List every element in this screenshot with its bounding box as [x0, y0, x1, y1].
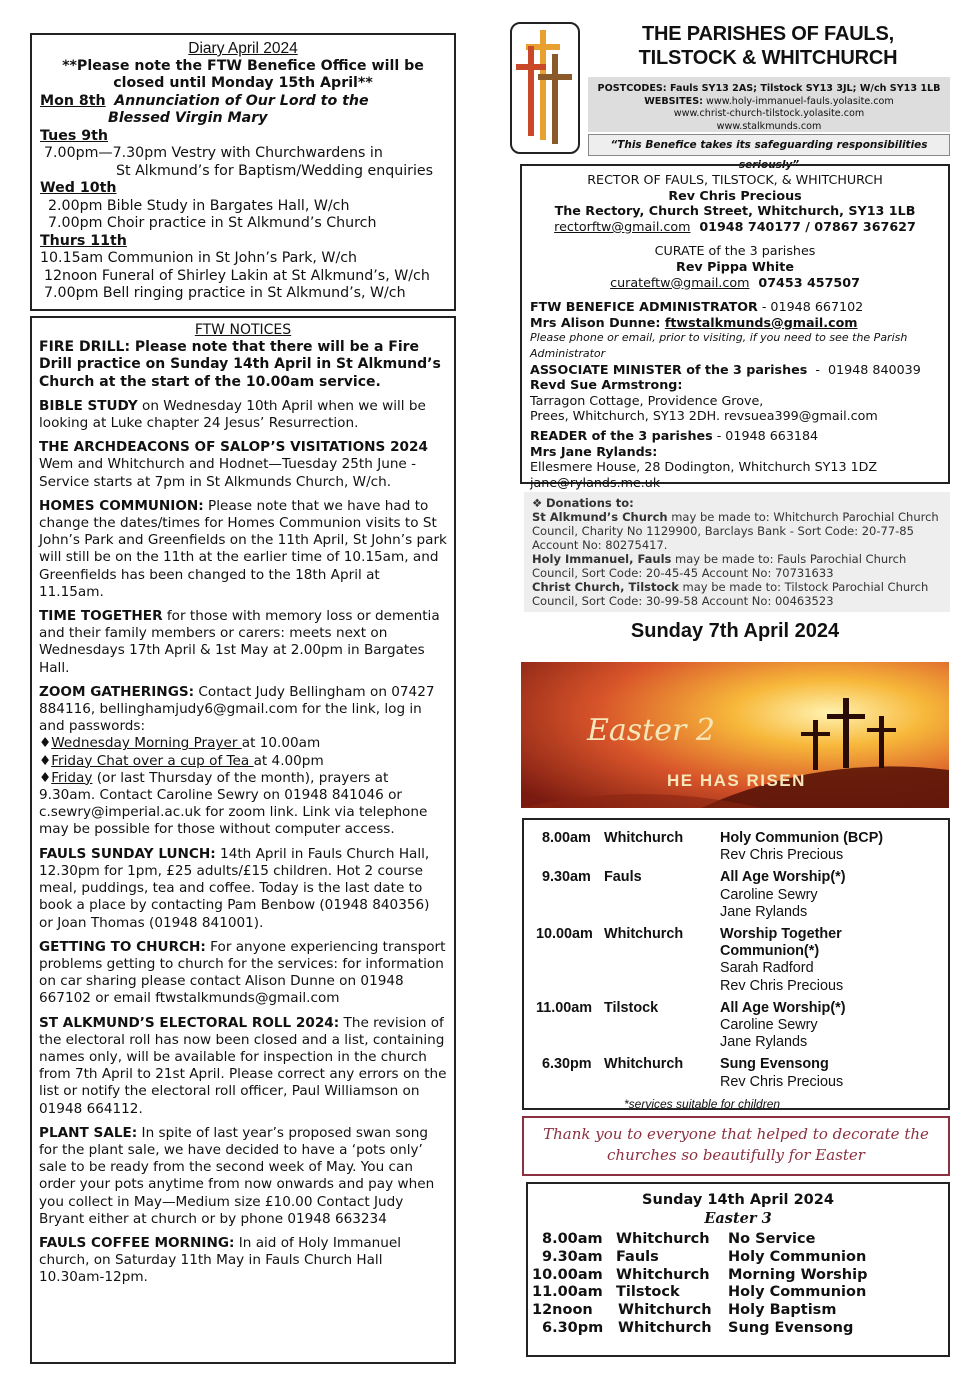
- assoc-line: [530, 362, 940, 378]
- service-time: 10.00am: [536, 926, 593, 943]
- admin-note: Please phone or email, prior to visiting, if you need to see the Parish Administrator: [530, 331, 908, 360]
- services-footnote: *services suitable for children: [624, 1096, 781, 1111]
- service-person: Rev Chris Precious: [720, 977, 844, 994]
- rector-contact: [530, 219, 940, 235]
- website-link[interactable]: www.christ-church-tilstock.yolasite.com: [673, 108, 865, 119]
- admin-email-link[interactable]: ftwstalkmunds@gmail.com: [664, 314, 858, 330]
- next-service-place: Tilstock: [616, 1284, 680, 1301]
- diary-entry: 2.00pm Bible Study in Bargates Hall, W/ch: [48, 197, 350, 214]
- zoom-bullet-text: at 4.00pm: [253, 752, 324, 769]
- fleuron-bullet-icon: ❖: [532, 496, 546, 510]
- curate-phone: 07453 457507: [749, 274, 860, 290]
- diary-entry: 10.15am Communion in St John’s Park, W/ch: [40, 250, 358, 266]
- assoc-address: Prees, Whitchurch, SY13 2DH. revsuea399@gmail.com: [530, 408, 878, 424]
- admin-name-line: [530, 315, 940, 331]
- next-service-place: Whitchurch: [618, 1302, 712, 1319]
- banner-risen-text: HE HAS RISEN: [667, 771, 806, 790]
- donation-item: [532, 552, 942, 580]
- service-person: Jane Rylands: [720, 903, 808, 920]
- diary-day-label: Tues 9th: [40, 127, 108, 144]
- service-place: Tilstock: [604, 999, 659, 1016]
- diamond-bullet-icon: ♦: [39, 752, 52, 769]
- next-service-name: Holy Baptism: [728, 1302, 837, 1319]
- crosses-logo: [510, 22, 580, 154]
- service-person: Jane Rylands: [720, 1034, 808, 1051]
- service-person: Rev Chris Precious: [720, 847, 844, 864]
- curate-title: CURATE of the 3 parishes: [654, 243, 816, 259]
- next-sunday-subtitle: Easter 3: [704, 1209, 772, 1227]
- curate-email-link[interactable]: curateftw@gmail.com: [610, 274, 750, 290]
- donation-head: Christ Church, Tilstock: [532, 580, 679, 594]
- next-sunday-title: Sunday 14th April 2024: [642, 1192, 834, 1208]
- zoom-bullet: [39, 735, 447, 752]
- next-service-row: [532, 1266, 938, 1285]
- notice-item: [39, 939, 447, 1008]
- service-person: Rev Chris Precious: [720, 1073, 844, 1090]
- service-name: All Age Worship(*): [720, 869, 846, 886]
- contacts-box: [520, 164, 950, 490]
- notice-head: THE ARCHDEACONS OF SALOP’S VISITATIONS 2024: [39, 439, 428, 456]
- notice-body: on Wednesday 10th April when we will be looking at Luke chapter 24 Jesus’ Resurrection.: [39, 397, 426, 432]
- service-person: Caroline Sewry: [720, 886, 818, 903]
- zoom-bullet-label: Friday Chat over a cup of Tea: [51, 752, 254, 769]
- reader-title: READER of the 3 parishes: [530, 427, 713, 443]
- diary-feast-2: Blessed Virgin Mary: [108, 110, 268, 126]
- notice-body: 14th April in Fauls Church Hall, 12.30pm for 1pm, £25 adults/£15 children. Hot 2 course meal, puddings, tea and coffee. Today is the last date to book a place by contacting Pam Benbow (01948 840356) or Joan Thomas (01948 841001).: [39, 845, 430, 931]
- zoom-bullet-text: (or last Thursday of the month), prayers at 9.30am. Contact Caroline Sewry on 01948 841046 or c.sewry@imperial.ac.uk for zoom link. Link via telephone may be possible for those without computer access.: [39, 769, 428, 838]
- service-person: Caroline Sewry: [720, 1017, 818, 1034]
- service-place: Whitchurch: [604, 926, 684, 943]
- zoom-bullet-text: at 10.00am: [241, 735, 321, 752]
- diary-box: [30, 33, 456, 311]
- diary-day-label: Thurs 11th: [40, 232, 127, 249]
- notice-body: For anyone experiencing transport problems getting to church for the services: for information on car sharing please contact Alison Dunne on 01948 667102 or email ftwstalkmunds@gmail.com: [39, 938, 446, 1007]
- notice-body: In aid of Holy Immanuel church, on Saturday 11th May in Fauls Church Hall 10.30am-12pm.: [39, 1234, 402, 1286]
- diary-entry: 12noon Funeral of Shirley Lakin at St Alkmund’s, W/ch: [44, 267, 430, 284]
- next-service-time: 11.00am: [532, 1284, 603, 1301]
- donation-head: Holy Immanuel, Fauls: [532, 552, 672, 566]
- reader-name: Mrs Jane Rylands:: [530, 443, 658, 459]
- diary-feast: Annunciation of Our Lord to the: [114, 92, 369, 109]
- notice-item: [39, 398, 447, 432]
- service-time: 6.30pm: [542, 1056, 592, 1073]
- zoom-bullet-label: Wednesday Morning Prayer: [51, 735, 242, 752]
- curate-name: Rev Pippa White: [676, 258, 794, 274]
- diary-day-label: Mon 8th: [40, 92, 106, 109]
- donations-title: Donations to:: [545, 496, 634, 510]
- service-time: 11.00am: [536, 999, 593, 1016]
- service-place: Whitchurch: [604, 1056, 684, 1073]
- diamond-bullet-icon: ♦: [39, 735, 52, 752]
- next-service-time: 9.30am: [542, 1249, 603, 1266]
- notice-head: HOMES COMMUNION:: [39, 497, 204, 514]
- zoom-bullet: [39, 770, 447, 839]
- services-box: [522, 818, 950, 1110]
- next-service-row: [538, 1231, 938, 1249]
- next-service-time: 6.30pm: [542, 1319, 604, 1336]
- curate-contact: [530, 275, 940, 291]
- notice-item: [39, 1015, 447, 1118]
- assoc-address: Tarragon Cottage, Providence Grove,: [530, 392, 764, 408]
- banner-easter-text: Easter 2: [587, 713, 715, 748]
- service-place: Whitchurch: [604, 830, 684, 846]
- next-service-name: No Service: [728, 1231, 816, 1248]
- websites-label: WEBSITES:: [644, 95, 703, 107]
- admin-phone: - 01948 667102: [757, 299, 864, 315]
- notice-head: ST ALKMUND’S ELECTORAL ROLL 2024:: [39, 1014, 340, 1031]
- diary-day-label: Wed 10th: [40, 180, 117, 196]
- notices-title: FTW NOTICES: [194, 322, 292, 338]
- notice-body: for those with memory loss or dementia and their family members or carers: meets next on Wednesdays 17th April & 1st May at 2.00pm in Bargates Hall.: [39, 608, 440, 676]
- website-link[interactable]: www.holy-immanuel-fauls.yolasite.com: [706, 95, 894, 107]
- notice-head: FAULS SUNDAY LUNCH:: [39, 845, 216, 862]
- sunday-title: Sunday 7th April 2024: [630, 620, 840, 642]
- next-service-time: 12noon: [532, 1302, 593, 1319]
- notice-body: Please note that we have had to change the dates/times for Homes Communion visits to St John’s Park and Greenfields on the 11th April, St John’s park will still be on the 11th at the earlier time of 10.15am, and Greenfields has been changed to the 18th April at 11.15am.: [39, 497, 447, 600]
- parish-header: [588, 22, 948, 70]
- rector-address: The Rectory, Church Street, Whitchurch, SY13 1LB: [554, 203, 916, 219]
- next-service-row: [532, 1302, 938, 1320]
- thanks-message: Thank you to everyone that helped to decorate the churches so beautifully for Easter: [522, 1116, 950, 1176]
- service-name: All Age Worship(*): [720, 999, 846, 1016]
- donation-item: [532, 580, 942, 608]
- next-service-name: Holy Communion: [728, 1284, 867, 1301]
- notice-head: TIME TOGETHER: [39, 608, 163, 625]
- notice-body: Wem and Whitchurch and Hodnet—Tuesday 25th June - Service starts at 7pm in St Alkmunds Church, W/ch.: [39, 456, 417, 490]
- admin-name: Mrs Alison Dunne:: [530, 314, 665, 330]
- zoom-notice: [39, 684, 447, 736]
- notice-head: BIBLE STUDY: [39, 397, 138, 414]
- donation-body: may be made to: Whitchurch Parochial Church Council, Charity No 1129900, Barclays Bank - Sort Code: 20-77-85 Account No: 80275417.: [532, 510, 939, 552]
- notice-item: [39, 498, 447, 601]
- admin-line: [530, 299, 940, 315]
- next-service-row: [532, 1284, 938, 1302]
- service-person: Sarah Radford: [720, 960, 814, 977]
- diary-notice: **Please note the FTW Benefice Office will be closed until Monday 15th April**: [62, 57, 424, 91]
- rector-name: Rev Chris Precious: [668, 187, 802, 203]
- notice-body: Contact Judy Bellingham on 07427 884116, bellinghamjudy6@gmail.com for the link, log in and passwords:: [39, 683, 435, 735]
- next-service-name: Morning Worship: [728, 1266, 868, 1283]
- service-row: [532, 869, 940, 921]
- notice-body: In spite of last year’s proposed swan song for the plant sale, we have decided to have a ‘pots only’ sale to be ready from the second week of May. You can order your pots anytime from now onwards and pay when you collect in May—Medium size £10.00 Contact Judy Bryant either at church or by phone 01948 663234: [39, 1124, 435, 1227]
- service-row: [532, 830, 940, 864]
- diary-entry: 7.00pm Bell ringing practice in St Alkmund’s, W/ch: [44, 285, 406, 301]
- next-service-row: [538, 1249, 938, 1267]
- notice-head: GETTING TO CHURCH:: [39, 938, 206, 955]
- donation-body: may be made to: Fauls Parochial Church Council, Sort Code: 20-45-45 Account No: 70731633: [532, 552, 907, 580]
- easter-banner-image: [521, 662, 949, 808]
- next-service-row: [538, 1320, 938, 1338]
- next-service-time: 8.00am: [542, 1231, 603, 1248]
- next-service-name: Holy Communion: [728, 1249, 867, 1266]
- parish-title-2: TILSTOCK & WHITCHURCH: [638, 47, 898, 69]
- next-sunday-box: [526, 1182, 950, 1357]
- notice-item: [39, 608, 447, 677]
- notices-box: [30, 316, 456, 1364]
- notice-item: [39, 846, 447, 932]
- service-row: [532, 926, 940, 995]
- parish-title-1: THE PARISHES OF FAULS,: [642, 23, 894, 45]
- reader-email[interactable]: jane@rylands.me.uk: [530, 474, 661, 490]
- donations-header: [532, 496, 942, 510]
- donation-body: may be made to: Tilstock Parochial Church Council, Sort Code: 30-99-58 Account No: 00463523: [532, 580, 929, 608]
- reader-phone: - 01948 663184: [712, 427, 819, 443]
- notice-item: [39, 1125, 447, 1228]
- easter-banner: [521, 662, 949, 808]
- service-row: [532, 1000, 940, 1052]
- notice-head: ZOOM GATHERINGS:: [39, 683, 195, 700]
- admin-title: FTW BENEFICE ADMINISTRATOR: [530, 299, 758, 315]
- service-place: Fauls: [604, 869, 642, 886]
- rector-email-link[interactable]: rectorftw@gmail.com: [554, 218, 691, 234]
- service-name: Sung Evensong: [720, 1056, 829, 1073]
- postcodes-websites-panel: [588, 77, 950, 132]
- crosses-logo-icon: [512, 24, 578, 152]
- diamond-bullet-icon: ♦: [39, 769, 52, 786]
- zoom-bullet-label: Friday: [51, 769, 93, 786]
- notice-item: [39, 1235, 447, 1287]
- donation-item: [532, 510, 942, 552]
- notice-body: The revision of the electoral roll has now been closed and a list, containing names only, will be available for inspection in the church from 7th April to 21st April. Please correct any errors on the list or notify the electoral roll officer, Paul Williamson on 01948 664112.: [39, 1014, 447, 1117]
- next-service-name: Sung Evensong: [728, 1319, 854, 1336]
- service-name: Holy Communion (BCP): [720, 830, 884, 846]
- notice-head: PLANT SALE:: [39, 1124, 138, 1141]
- service-time: 9.30am: [542, 869, 591, 886]
- service-name: Worship Together Communion(*): [720, 926, 842, 960]
- notice-head: FAULS COFFEE MORNING:: [39, 1234, 235, 1251]
- reader-line: [530, 428, 940, 444]
- assoc-phone: - 01948 840039: [807, 361, 921, 377]
- next-service-place: Whitchurch: [618, 1319, 712, 1336]
- zoom-bullet: [39, 753, 447, 770]
- website-link[interactable]: www.stalkmunds.com: [716, 120, 822, 132]
- fire-drill-notice: FIRE DRILL: Please note that there will be a Fire Drill practice on Sunday 14th April in St Alkmund’s Church at the start of the 10.00am service.: [39, 339, 441, 390]
- rector-title: RECTOR OF FAULS, TILSTOCK, & WHITCHURCH: [587, 172, 883, 187]
- donation-head: St Alkmund’s Church: [532, 510, 668, 524]
- diary-entry: 7.00pm Choir practice in St Alkmund’s Church: [48, 215, 377, 231]
- diary-title: Diary April 2024: [188, 40, 298, 57]
- notice-item: [39, 439, 447, 491]
- next-service-place: Fauls: [616, 1249, 659, 1266]
- next-service-time: 10.00am: [532, 1266, 603, 1283]
- diary-entry: 7.00pm—7.30pm Vestry with Churchwardens in: [44, 145, 383, 161]
- reader-address: Ellesmere House, 28 Dodington, Whitchurch SY13 1DZ: [530, 459, 878, 475]
- safeguarding-statement: “This Benefice takes its safeguarding responsibilities seriously”: [588, 134, 950, 156]
- rector-phone: 01948 740177 / 07867 367627: [690, 218, 916, 234]
- diary-day: [40, 93, 446, 111]
- next-service-place: Whitchurch: [616, 1231, 710, 1248]
- service-time: 8.00am: [542, 830, 591, 846]
- donations-panel: [524, 492, 950, 612]
- service-row: [532, 1056, 940, 1090]
- next-service-place: Whitchurch: [616, 1266, 710, 1283]
- diary-entry: St Alkmund’s for Baptism/Wedding enquiries: [116, 162, 434, 179]
- postcodes: POSTCODES: Fauls SY13 2AS; Tilstock SY13 3JL; W/ch SY13 1LB: [597, 83, 941, 94]
- assoc-name: Revd Sue Armstrong:: [530, 377, 683, 393]
- assoc-title: ASSOCIATE MINISTER of the 3 parishes: [530, 361, 808, 377]
- websites-line: [588, 96, 950, 109]
